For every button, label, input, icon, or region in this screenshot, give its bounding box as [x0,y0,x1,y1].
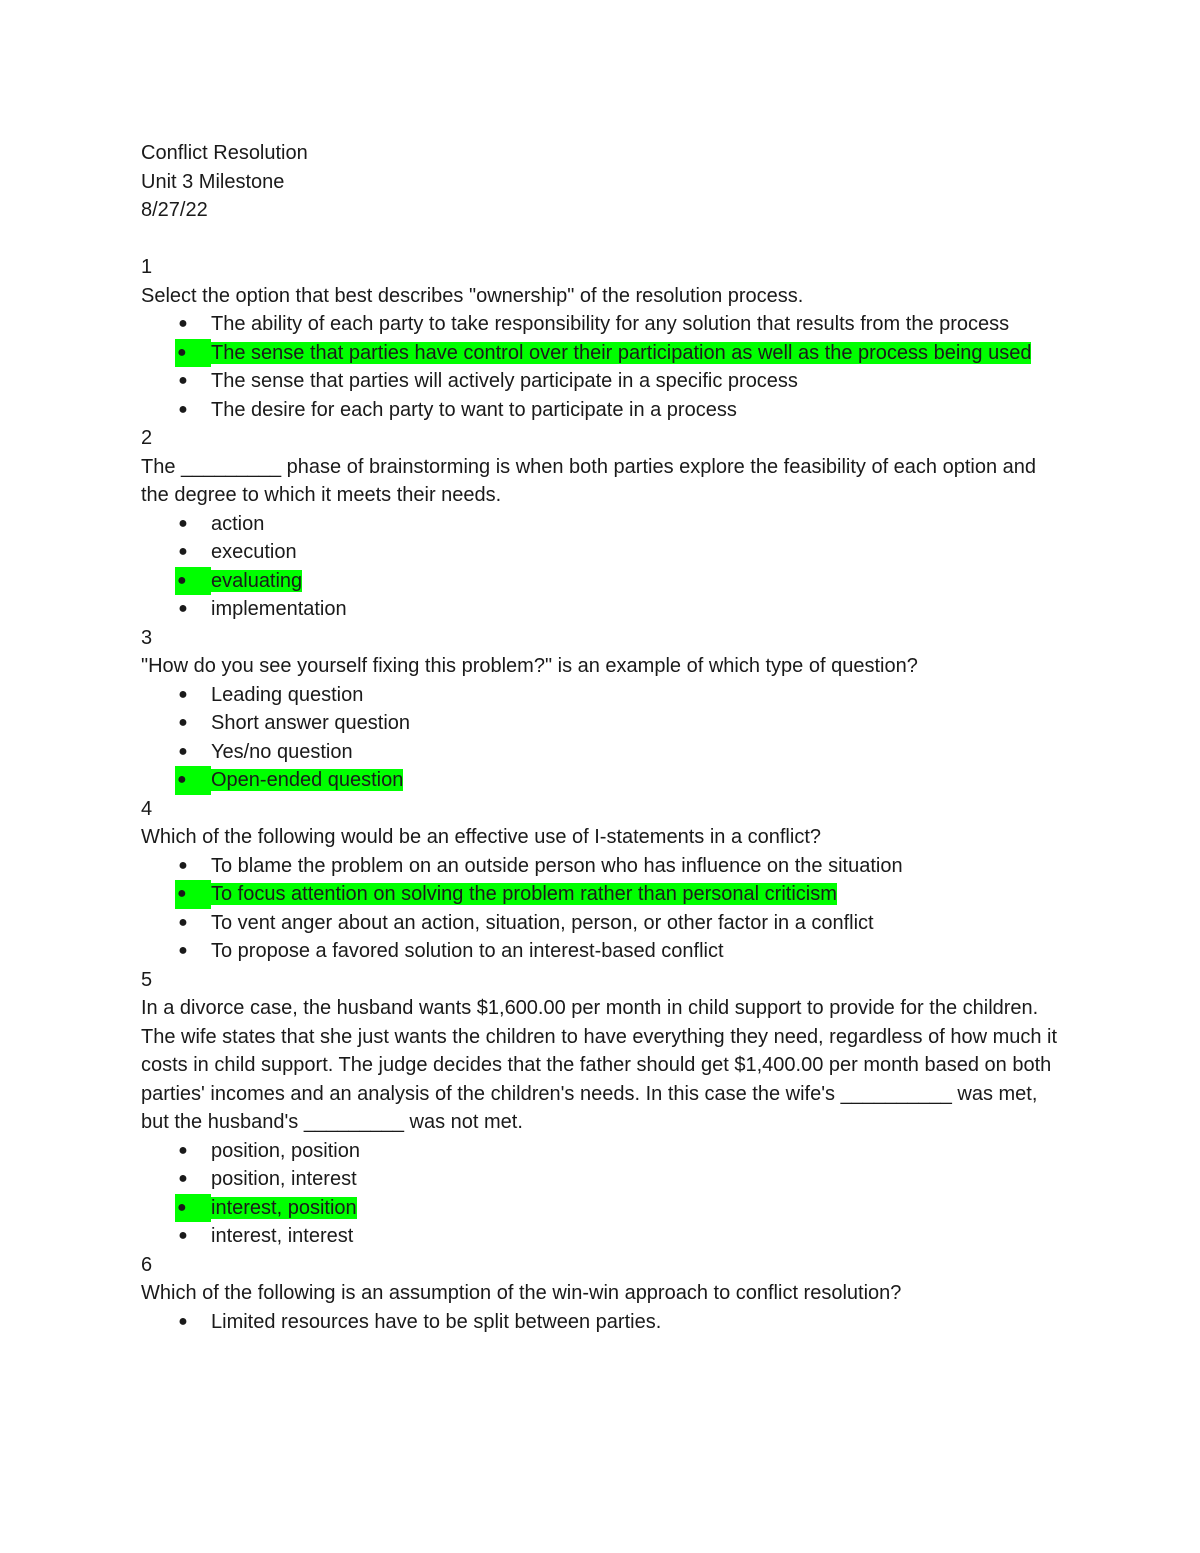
question-block [141,424,1061,624]
question-text: In a divorce case, the husband wants $1,600.00 per month in child support to provide for the children. The wife states that she just wants the children to have everything they need, regardless of how much it costs in child support. The judge decides that the father should get $1,400.00 per month based on both parties' incomes and an analysis of the children's needs. In this case the wife's __________ was met, but the husband's _________ was not met. [141,997,1058,1133]
question-block [141,966,1061,1251]
answer-option [141,1308,1061,1337]
bullet-icon: ● [178,742,188,760]
question-number: 5 [141,968,153,991]
bullet-icon: ● [178,913,188,931]
answer-option [141,909,1061,938]
question-text: Which of the following would be an effective use of I-statements in a conflict? [141,826,821,848]
question-block [141,253,1061,424]
bullet-icon: ● [178,372,188,389]
answer-option-text: To vent anger about an action, situation, person, or other factor in a conflict [211,911,874,934]
answer-option [141,738,1061,767]
answer-option [141,510,1061,539]
answer-option-text: implementation [211,598,347,620]
document-date: 8/27/22 [141,199,208,221]
question-text: Which of the following is an assumption of the win-win approach to conflict resolution? [141,1282,902,1304]
bullet-icon: ● [175,766,211,795]
answer-option [141,538,1061,567]
bullet-icon: ● [175,1194,211,1223]
answer-option-text: position, position [211,1139,360,1162]
answer-option [141,1222,1061,1251]
answer-option-text: The sense that parties will actively participate in a specific process [211,370,798,392]
bullet-icon: ● [178,856,188,874]
answer-options [141,681,1061,795]
bullet-icon: ● [178,1227,188,1244]
answer-option [141,310,1061,339]
answer-option [141,367,1061,396]
answer-option-highlighted [141,1194,1061,1223]
question-block [141,624,1061,795]
answer-options [141,310,1061,424]
question-number: 4 [141,797,153,820]
bullet-icon: ● [178,400,188,418]
answer-option-text: The sense that parties have control over their participation as well as the process being used [211,341,1032,364]
answer-option [141,852,1061,881]
bullet-icon: ● [175,567,211,596]
answer-option [141,709,1061,738]
course-title: Conflict Resolution [141,142,308,164]
bullet-icon: ● [178,1141,188,1159]
document-page [141,139,1061,1336]
answer-option-text: evaluating [211,569,303,592]
answer-option [141,1137,1061,1166]
bullet-icon: ● [178,315,188,332]
answer-option [141,595,1061,624]
answer-option-text: interest, position [211,1196,357,1219]
answer-option-highlighted [141,339,1061,368]
answer-options [141,852,1061,966]
answer-option-text: The ability of each party to take responsibility for any solution that results from the process [211,313,1010,335]
answer-option-text: execution [211,541,297,563]
bullet-icon: ● [178,543,188,560]
answer-option-text: To propose a favored solution to an interest-based conflict [211,940,724,962]
question-number: 6 [141,1253,153,1276]
answer-option-highlighted [141,567,1061,596]
answer-option-text: interest, interest [211,1225,354,1247]
bullet-icon: ● [178,514,188,532]
question-text: "How do you see yourself fixing this problem?" is an example of which type of question? [141,655,918,677]
answer-option-text: The desire for each party to want to participate in a process [211,398,737,421]
answer-option-text: Open-ended question [211,769,404,791]
bullet-icon: ● [178,714,188,731]
answer-option-text: To focus attention on solving the problem rather than personal criticism [211,883,837,905]
answer-option [141,1165,1061,1194]
answer-options [141,1137,1061,1251]
bullet-icon: ● [178,1312,188,1330]
unit-title: Unit 3 Milestone [141,170,285,193]
answer-options [141,1308,1061,1337]
answer-option-text: Leading question [211,683,364,706]
answer-option-text: Limited resources have to be split between parties. [211,1310,662,1333]
answer-option-highlighted [141,880,1061,909]
bullet-icon: ● [178,685,188,703]
answer-option-text: position, interest [211,1168,357,1190]
question-block [141,795,1061,966]
answer-option-highlighted [141,766,1061,795]
answer-option [141,396,1061,425]
bullet-icon: ● [175,880,211,909]
question-text: Select the option that best describes "ownership" of the resolution process. [141,284,804,307]
bullet-icon: ● [178,942,188,959]
questions-list [141,253,1061,1336]
question-number: 1 [141,256,153,278]
bullet-icon: ● [178,1170,188,1187]
answer-option [141,937,1061,966]
question-text: The _________ phase of brainstorming is when both parties explore the feasibility of each option and the degree to which it meets their needs. [141,455,1037,506]
question-number: 2 [141,427,153,449]
bullet-icon: ● [178,600,188,617]
answer-option-text: action [211,512,265,535]
spacer [141,225,1061,254]
question-number: 3 [141,626,153,649]
answer-option [141,681,1061,710]
answer-option-text: Yes/no question [211,740,353,763]
bullet-icon: ● [175,339,211,368]
answer-option-text: Short answer question [211,712,411,734]
question-block [141,1251,1061,1337]
answer-options [141,510,1061,624]
answer-option-text: To blame the problem on an outside person who has influence on the situation [211,854,903,877]
